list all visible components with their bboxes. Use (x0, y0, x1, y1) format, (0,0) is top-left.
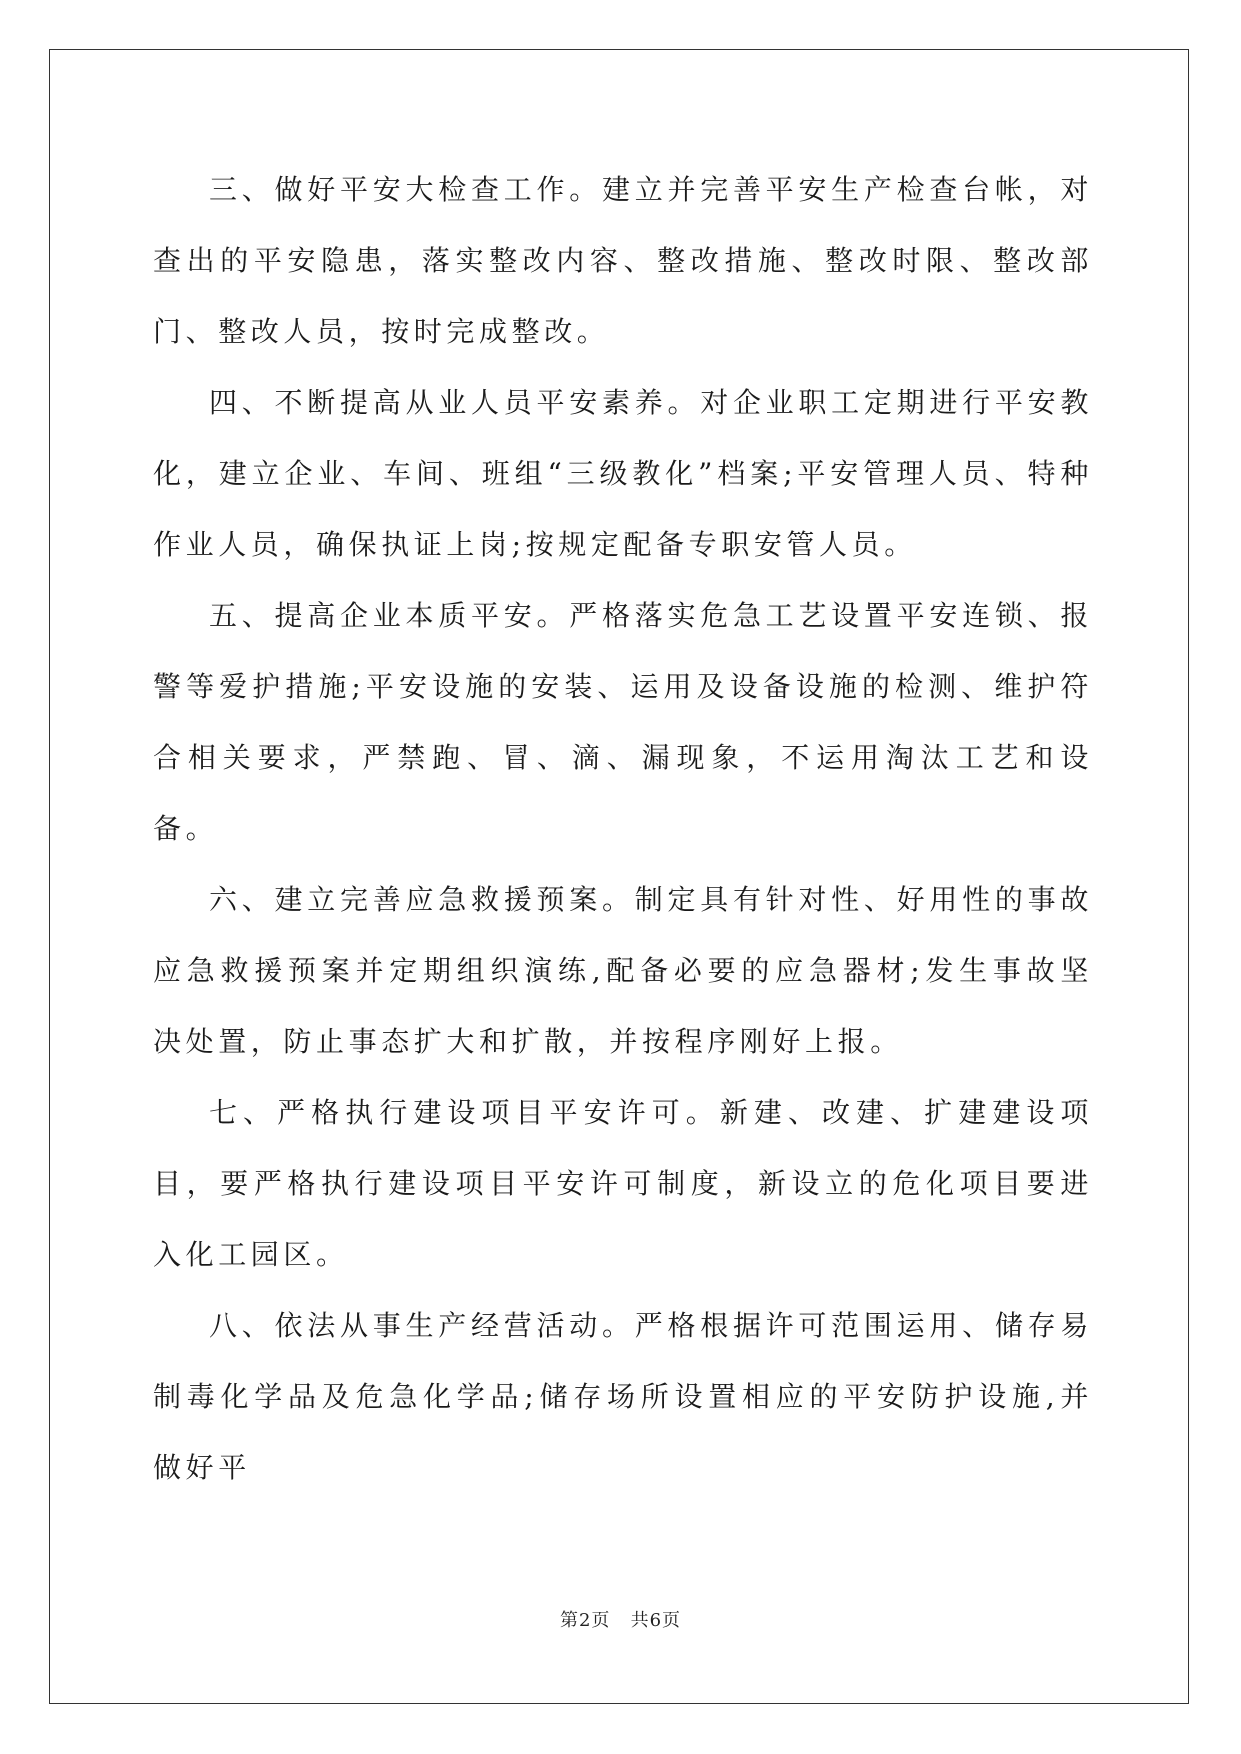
paragraph-5: 五、提高企业本质平安。严格落实危急工艺设置平安连锁、报警等爱护措施;平安设施的安装、运用及设备设施的检测、维护符合相关要求，严禁跑、冒、滴、漏现象，不运用淘汰工艺和设备。 (153, 599, 1093, 845)
paragraph-6: 六、建立完善应急救援预案。制定具有针对性、好用性的事故应急救援预案并定期组织演练,配备必要的应急器材;发生事故坚决处置，防止事态扩大和扩散，并按程序刚好上报。 (153, 883, 1093, 1058)
paragraph-4: 四、不断提高从业人员平安素养。对企业职工定期进行平安教化，建立企业、车间、班组“三级教化”档案;平安管理人员、特种作业人员，确保执证上岗;按规定配备专职安管人员。 (153, 386, 1093, 561)
paragraph-3: 三、做好平安大检查工作。建立并完善平安生产检查台帐，对查出的平安隐患，落实整改内容、整改措施、整改时限、整改部门、整改人员，按时完成整改。 (153, 173, 1093, 348)
paragraph-8: 八、依法从事生产经营活动。严格根据许可范围运用、储存易制毒化学品及危急化学品;储存场所设置相应的平安防护设施,并做好平 (153, 1309, 1093, 1484)
document-body (153, 154, 1093, 1503)
paragraph-7: 七、严格执行建设项目平安许可。新建、改建、扩建建设项目，要严格执行建设项目平安许可制度，新设立的危化项目要进入化工园区。 (153, 1096, 1093, 1271)
page-footer (0, 1606, 1241, 1632)
page-number: 第2页 (559, 1610, 611, 1631)
total-pages: 共6页 (630, 1610, 682, 1631)
